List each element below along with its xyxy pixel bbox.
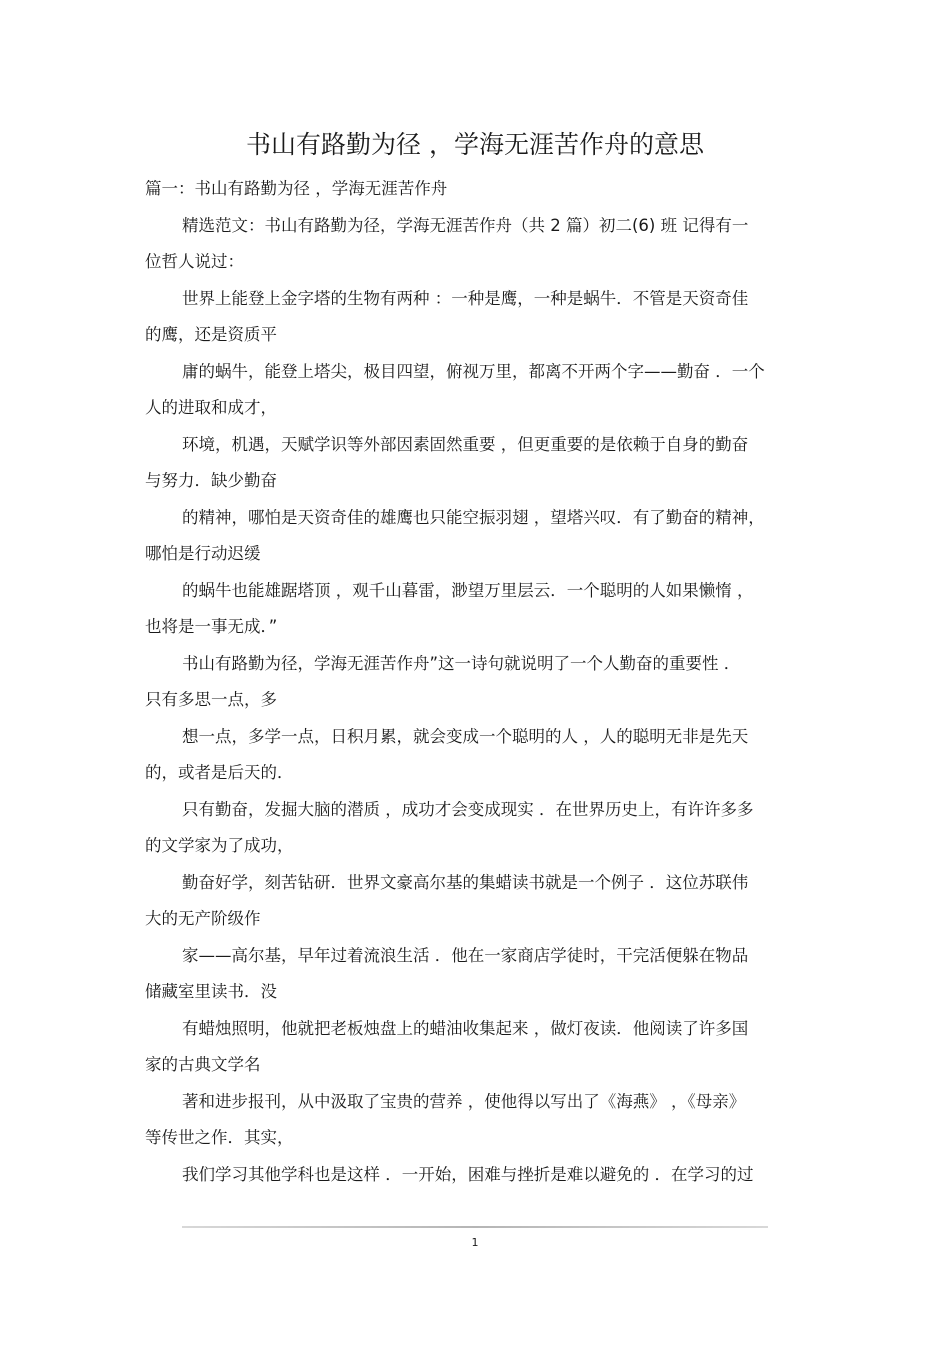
page-number: 1 xyxy=(471,1236,479,1249)
footer-divider xyxy=(182,1226,768,1228)
text-line: 的蜗牛也能雄踞塔顶 ，观千山暮雷，渺望万里层云．一个聪明的人如果懒惰 ， xyxy=(182,580,754,600)
text-line: 储藏室里读书．没 xyxy=(145,982,277,1001)
text-line: 环境，机遇，天赋学识等外部因素固然重要 ，但更重要的是依赖于自身的勤奋 xyxy=(182,434,749,454)
document-title: 书山有路勤为径 ，学海无涯苦作舟的意思 xyxy=(246,130,704,159)
text-line: 也将是一事无成．” xyxy=(145,617,278,636)
text-line: 的精神，哪怕是天资奇佳的雄鹰也只能空振羽翅 ，望塔兴叹．有了勤奋的精神， xyxy=(182,507,765,527)
text-line: 著和进步报刊，从中汲取了宝贵的营养 ，使他得以写出了《海燕》 ，《母亲》 xyxy=(182,1091,746,1111)
text-line: 世界上能登上金字塔的生物有两种 ：一种是鹰，一种是蜗牛．不管是天资奇佳 xyxy=(182,288,749,308)
document-body xyxy=(145,176,815,1198)
text-line: 勤奋好学，刻苦钻研．世界文豪高尔基的集蜡读书就是一个例子 ．这位苏联伟 xyxy=(182,872,749,892)
text-line: 哪怕是行动迟缓 xyxy=(145,544,261,563)
text-line: 有蜡烛照明，他就把老板烛盘上的蜡油收集起来 ，做灯夜读．他阅读了许多国 xyxy=(182,1018,749,1038)
text-line: 人的进取和成才， xyxy=(145,398,277,417)
text-line: 等传世之作．其实， xyxy=(145,1128,294,1147)
text-line: 只有多思一点，多 xyxy=(145,690,277,709)
text-line: 精选范文：书山有路勤为径，学海无涯苦作舟（共 2 篇）初二(6) 班 记得有一 xyxy=(182,215,749,235)
text-line: 书山有路勤为径，学海无涯苦作舟”这一诗句就说明了一个人勤奋的重要性 ． xyxy=(182,653,741,673)
text-line: 家的古典文学名 xyxy=(145,1055,261,1074)
text-line: 篇一：书山有路勤为径 ，学海无涯苦作舟 xyxy=(145,179,448,198)
text-line: 的，或者是后天的． xyxy=(145,763,294,782)
text-line: 与努力．缺少勤奋 xyxy=(145,471,277,490)
text-line: 我们学习其他学科也是这样 ．一开始，困难与挫折是难以避免的 ．在学习的过 xyxy=(182,1164,754,1184)
text-line: 庸的蜗牛，能登上塔尖，极目四望，俯视万里，都离不开两个字——勤奋 ．一个 xyxy=(182,361,765,381)
text-line: 家——高尔基，早年过着流浪生活 ．他在一家商店学徒时，干完活便躲在物品 xyxy=(182,945,749,965)
text-line: 位哲人说过： xyxy=(145,252,244,271)
text-line: 只有勤奋，发掘大脑的潜质 ，成功才会变成现实 ．在世界历史上，有许许多多 xyxy=(182,799,754,819)
text-line: 的鹰，还是资质平 xyxy=(145,325,277,344)
text-line: 想一点，多学一点，日积月累，就会变成一个聪明的人 ，人的聪明无非是先天 xyxy=(182,726,749,746)
text-line: 大的无产阶级作 xyxy=(145,909,261,928)
text-line: 的文学家为了成功， xyxy=(145,836,294,855)
